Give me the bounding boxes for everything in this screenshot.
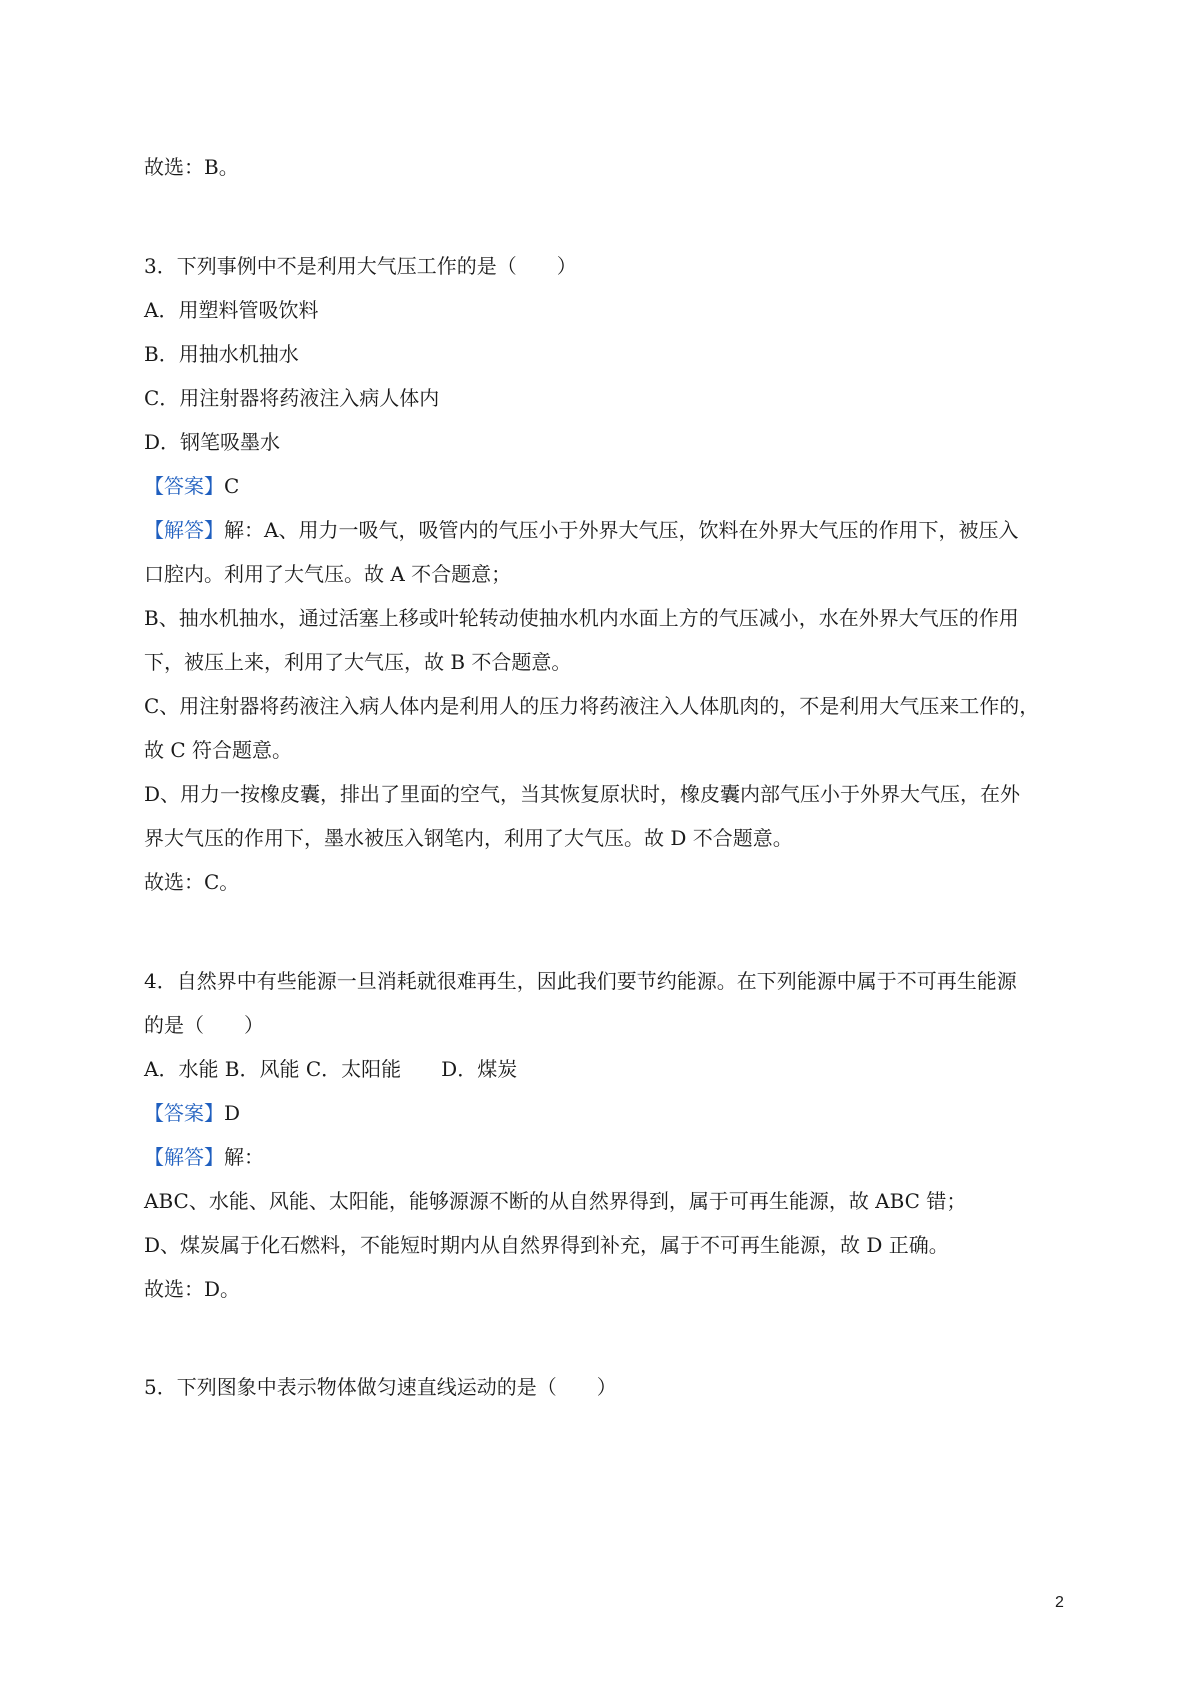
q4-analysis-line-1: ABC、水能、风能、太阳能，能够源源不断的从自然界得到，属于可再生能源，故 ABC 错； bbox=[144, 1189, 967, 1213]
q3-stem: 3．下列事例中不是利用大气压工作的是（ ） bbox=[144, 254, 577, 278]
q4-analysis-intro bbox=[144, 1145, 264, 1169]
q4-answer bbox=[144, 1101, 240, 1125]
q3-option-c: C．用注射器将药液注入病人体内 bbox=[144, 386, 440, 410]
analysis-text: 解： bbox=[224, 1145, 264, 1169]
q3-analysis-line-3: B、抽水机抽水，通过活塞上移或叶轮转动使抽水机内水面上方的气压减小，水在外界大气压的作用 bbox=[144, 606, 1019, 630]
q3-choice: 故选：C。 bbox=[144, 870, 240, 894]
q3-analysis-line-7: D、用力一按橡皮囊，排出了里面的空气，当其恢复原状时，橡皮囊内部气压小于外界大气压，在外 bbox=[144, 782, 1021, 806]
q3-analysis-line-4: 下，被压上来，利用了大气压，故 B 不合题意。 bbox=[144, 650, 572, 674]
answer-tag: 【答案】 bbox=[144, 474, 224, 498]
q3-analysis-line-5: C、用注射器将药液注入病人体内是利用人的压力将药液注入人体肌肉的，不是利用大气压来工作的， bbox=[144, 694, 1040, 718]
answer-value: C bbox=[224, 474, 240, 498]
q3-option-b: B．用抽水机抽水 bbox=[144, 342, 299, 366]
q2-choice: 故选：B。 bbox=[144, 155, 239, 179]
analysis-tag: 【解答】 bbox=[144, 518, 224, 542]
q4-options: A．水能 B．风能 C．太阳能 D．煤炭 bbox=[144, 1057, 518, 1081]
q3-analysis-line-1 bbox=[144, 518, 1018, 542]
q3-analysis-line-6: 故 C 符合题意。 bbox=[144, 738, 293, 762]
q4-stem-line-1: 4．自然界中有些能源一旦消耗就很难再生，因此我们要节约能源。在下列能源中属于不可再生能源 bbox=[144, 969, 1017, 993]
answer-tag: 【答案】 bbox=[144, 1101, 224, 1125]
q5-stem: 5．下列图象中表示物体做匀速直线运动的是（ ） bbox=[144, 1375, 617, 1399]
page-number: 2 bbox=[1055, 1594, 1064, 1611]
q3-option-a: A．用塑料管吸饮料 bbox=[144, 298, 319, 322]
analysis-tag: 【解答】 bbox=[144, 1145, 224, 1169]
analysis-text: 解：A、用力一吸气，吸管内的气压小于外界大气压，饮料在外界大气压的作用下，被压入 bbox=[224, 518, 1019, 542]
q3-option-d: D．钢笔吸墨水 bbox=[144, 430, 281, 454]
answer-value: D bbox=[224, 1101, 241, 1125]
q4-choice: 故选：D。 bbox=[144, 1277, 241, 1301]
q3-analysis-line-2: 口腔内。利用了大气压。故 A 不合题意； bbox=[144, 562, 512, 586]
q4-analysis-line-2: D、煤炭属于化石燃料，不能短时期内从自然界得到补充，属于不可再生能源，故 D 正确。 bbox=[144, 1233, 949, 1257]
q3-answer bbox=[144, 474, 239, 498]
q4-stem-line-2: 的是（ ） bbox=[144, 1013, 264, 1037]
q3-analysis-line-8: 界大气压的作用下，墨水被压入钢笔内，利用了大气压。故 D 不合题意。 bbox=[144, 826, 793, 850]
